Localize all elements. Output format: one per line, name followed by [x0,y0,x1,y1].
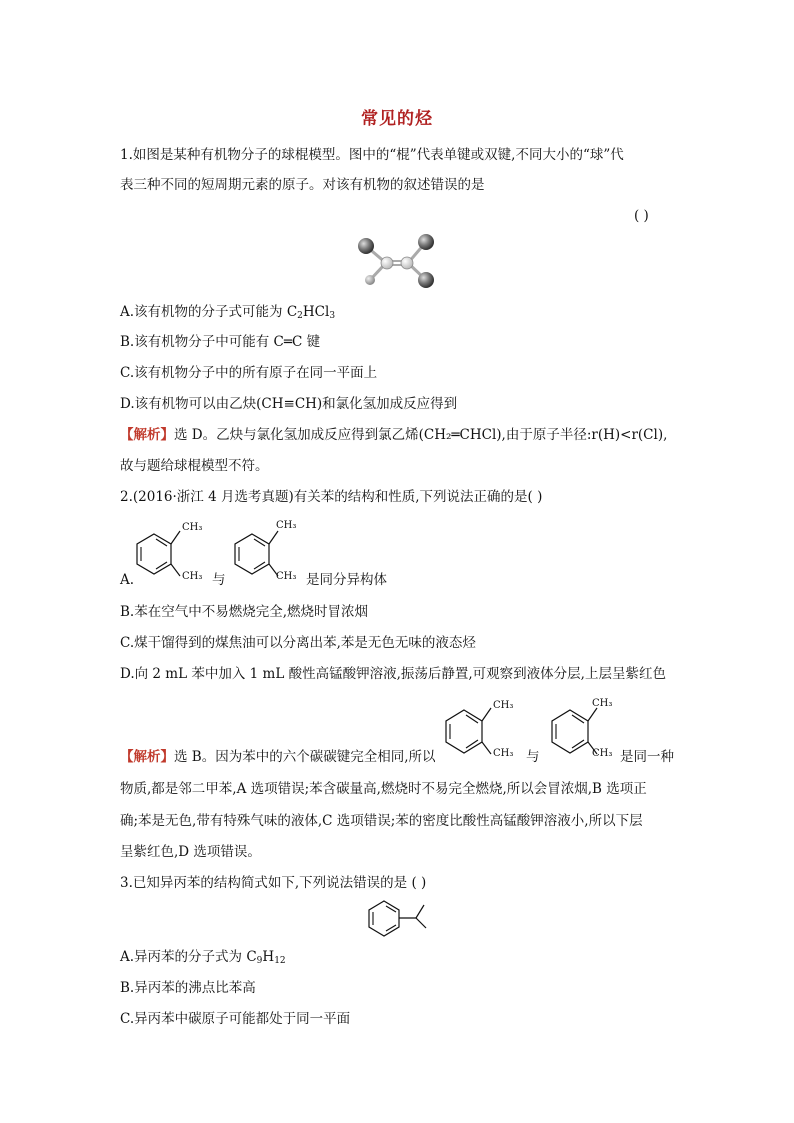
q1-stem-line1: 1.如图是某种有机物分子的球棍模型。图中的“棍”代表单键或双键,不同大小的“球”代 [120,147,624,163]
q2-option-a-prefix: A. [120,572,135,588]
q3-option-b: B.异丙苯的沸点比苯高 [120,980,256,996]
ball-stick-model-figure [352,230,442,292]
analysis-tag: 【解析】 [120,427,174,443]
ch3-label: CH₃ [493,748,514,759]
q1-option-b: B.该有机物分子中可能有 C═C 键 [120,334,321,350]
large-atom [418,234,434,250]
q1-option-d: D.该有机物可以由乙炔(CH≡CH)和氯化氢加成反应得到 [120,396,458,412]
q2-analysis-and: 与 [526,749,540,765]
q1-option-a: A.该有机物的分子式可能为 $C_2HCl_3$ [120,304,336,321]
page-title: 常见的烃 [361,109,433,129]
q1-analysis-line1: 【解析】选 D。乙炔与氯化氢加成反应得到氯乙烯(CH₂═CHCl),由于原子半径:r(H)<r(Cl), [120,427,668,443]
q2-option-b: B.苯在空气中不易燃烧完全,燃烧时冒浓烟 [120,604,369,620]
isopropylbenzene-structure [362,896,442,942]
q2-analysis-line4: 呈紫红色,D 选项错误。 [120,844,261,860]
q2-option-a-and: 与 [212,572,226,588]
large-atom [358,238,374,254]
o-xylene-structure-3 [440,694,530,764]
o-xylene-structure-1 [132,518,222,586]
carbon-atom [381,257,393,269]
q2-stem: 2.(2016·浙江 4 月选考真题)有关苯的结构和性质,下列说法正确的是( ) [120,489,543,505]
carbon-atom [401,257,413,269]
large-atom [418,272,434,288]
q2-analysis-post: 是同一种 [620,749,674,765]
q1-analysis-line2: 故与题给球棍模型不符。 [120,458,269,474]
q1-answer-paren: ( ) [634,208,649,224]
q2-option-a-suffix: 是同分异构体 [306,572,387,588]
ch3-label: CH₃ [592,698,613,709]
ch3-label: CH₃ [182,571,203,582]
q1-stem-line2: 表三种不同的短周期元素的原子。对该有机物的叙述错误的是 [120,177,485,193]
ch3-label: CH₃ [493,700,514,711]
ch3-label: CH₃ [592,748,613,759]
q3-option-c: C.异丙苯中碳原子可能都处于同一平面 [120,1011,351,1027]
ch3-label: CH₃ [276,520,297,531]
q2-analysis-line3: 确;苯是无色,带有特殊气味的液体,C 选项错误;苯的密度比酸性高锰酸钾溶液小,所以下层 [120,813,643,829]
q3-option-a: A.异丙苯的分子式为 $C_9H_{12}$ [120,949,286,966]
q1-option-c: C.该有机物分子中的所有原子在同一平面上 [120,365,378,381]
q2-analysis-line1: 【解析】选 B。因为苯中的六个碳碳键完全相同,所以 [120,749,436,765]
small-atom [365,275,375,285]
q2-analysis-line2: 物质,都是邻二甲苯,A 选项错误;苯含碳量高,燃烧时不易完全燃烧,所以会冒浓烟,B 选项正 [120,781,647,797]
q2-option-d: D.向 2 mL 苯中加入 1 mL 酸性高锰酸钾溶液,振荡后静置,可观察到液体分层,上层呈紫红色 [120,666,666,682]
q2-option-c: C.煤干馏得到的煤焦油可以分离出苯,苯是无色无味的液态烃 [120,635,476,651]
q3-stem: 3.已知异丙苯的结构简式如下,下列说法错误的是 ( ) [120,875,427,891]
ch3-label: CH₃ [276,571,297,582]
ch3-label: CH₃ [182,522,203,533]
analysis-tag: 【解析】 [120,749,174,765]
